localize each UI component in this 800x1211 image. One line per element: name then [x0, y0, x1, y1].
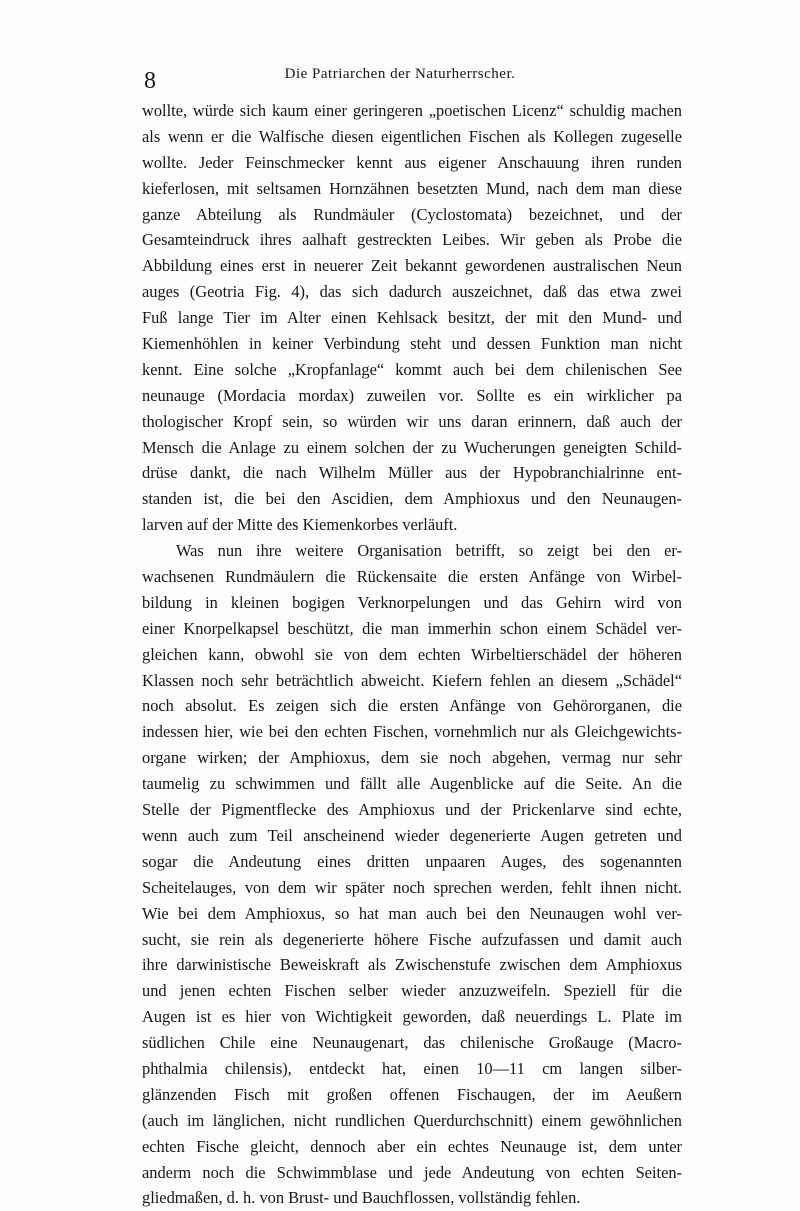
text-line: taumelig zu schwimmen und fällt alle Augenblicke auf die Seite. An die: [142, 774, 682, 794]
text-line: (auch im länglichen, nicht rundlichen Querdurchschnitt) einem gewöhnlichen: [142, 1110, 682, 1130]
text-line: Stelle der Pigmentflecke des Amphioxus und der Prickenlarve sind echte,: [142, 800, 682, 820]
text-line: kieferlosen, mit seltsamen Hornzähnen besetzten Mund, nach dem man diese: [142, 178, 682, 198]
text-line: neunauge (Mordacia mordax) zuweilen vor. Sollte es ein wirklicher pa: [142, 385, 682, 405]
paragraph-end-line: gliedmaßen, d. h. von Brust- und Bauchflossen, vollständig fehlen.: [142, 1188, 581, 1208]
text-line: südlichen Chile eine Neunaugenart, das chilenische Großauge (Macro-: [142, 1033, 682, 1053]
text-line: wenn auch zum Teil anscheinend wieder degenerierte Augen getreten und: [142, 825, 682, 845]
paragraph-start-line: Was nun ihre weitere Organisation betrifft, so zeigt bei den er-: [176, 541, 682, 561]
text-line: noch absolut. Es zeigen sich die ersten Anfänge von Gehörorganen, die: [142, 696, 682, 716]
running-title: Die Patriarchen der Naturherrscher.: [284, 66, 516, 82]
text-line: phthalmia chilensis), entdeckt hat, einen 10—11 cm langen silber-: [142, 1058, 682, 1078]
text-line: anderm noch die Schwimmblase und jede Andeutung von echten Seiten-: [142, 1162, 682, 1182]
text-line: als wenn er die Walfische diesen eigentlichen Fischen als Kollegen zugeselle: [142, 126, 682, 146]
text-line: einer Knorpelkapsel beschützt, die man immerhin schon einem Schädel ver-: [142, 618, 682, 638]
text-line: Mensch die Anlage zu einem solchen der zu Wucherungen geneigten Schild-: [142, 437, 682, 457]
paragraph-end-line: larven auf der Mitte des Kiemenkorbes verläuft.: [142, 515, 458, 535]
text-line: indessen hier, wie bei den echten Fischen, vornehmlich nur als Gleichgewichts-: [142, 722, 682, 742]
text-line: ihre darwinistische Beweiskraft als Zwischenstufe zwischen dem Amphioxus: [142, 955, 682, 975]
text-line: bildung in kleinen bogigen Verknorpelungen und das Gehirn wird von: [142, 592, 682, 612]
text-line: wollte, würde sich kaum einer geringeren „poetischen Licenz“ schuldig machen: [142, 101, 682, 120]
text-line: drüse dankt, die nach Wilhelm Müller aus der Hypobranchialrinne ent-: [142, 463, 682, 483]
text-line: wollte. Jeder Feinschmecker kennt aus eigener Anschauung ihren runden: [142, 152, 682, 172]
page-number: 8: [144, 68, 156, 94]
text-line: Scheitelauges, von dem wir später noch sprechen werden, fehlt ihnen nicht.: [142, 877, 682, 897]
text-line: glänzenden Fisch mit großen offenen Fischaugen, der im Aeußern: [142, 1084, 682, 1104]
text-line: sogar die Andeutung eines dritten unpaaren Auges, des sogenannten: [142, 851, 682, 871]
body-text: [142, 98, 682, 1211]
text-line: und jenen echten Fischen selber wieder anzuzweifeln. Speziell für die: [142, 981, 682, 1001]
text-line: Fuß lange Tier im Alter einen Kehlsack besitzt, der mit den Mund- und: [142, 308, 682, 328]
text-line: wachsenen Rundmäulern die Rückensaite die ersten Anfänge von Wirbel-: [142, 567, 682, 587]
text-line: kennt. Eine solche „Kropfanlage“ kommt auch bei dem chilenischen See: [142, 359, 682, 379]
text-line: Abbildung eines erst in neuerer Zeit bekannt gewordenen australischen Neun: [142, 256, 682, 276]
text-line: ganze Abteilung als Rundmäuler (Cyclostomata) bezeichnet, und der: [142, 204, 682, 224]
text-line: Augen ist es hier von Wichtigkeit geworden, daß neuerdings L. Plate im: [142, 1007, 682, 1027]
text-line: standen ist, die bei den Ascidien, dem Amphioxus und den Neunaugen-: [142, 489, 682, 509]
text-line: thologischer Kropf sein, so würden wir uns daran erinnern, daß auch der: [142, 411, 682, 431]
text-line: Gesamteindruck ihres aalhaft gestreckten Leibes. Wir geben als Probe die: [142, 230, 682, 250]
text-line: Wie bei dem Amphioxus, so hat man auch bei den Neunaugen wohl ver-: [142, 903, 682, 923]
text-line: echten Fische gleicht, dennoch aber ein echtes Neunauge ist, dem unter: [142, 1136, 682, 1156]
text-line: gleichen kann, obwohl sie von dem echten Wirbeltierschädel der höheren: [142, 644, 682, 664]
text-line: Klassen noch sehr beträchtlich abweicht. Kiefern fehlen an diesem „Schädel“: [142, 670, 682, 690]
text-line: organe wirken; der Amphioxus, dem sie noch abgehen, vermag nur sehr: [142, 748, 682, 768]
text-line: auges (Geotria Fig. 4), das sich dadurch auszeichnet, daß das etwa zwei: [142, 282, 682, 302]
text-line: sucht, sie rein als degenerierte höhere Fische aufzufassen und damit auch: [142, 929, 682, 949]
text-line: Kiemenhöhlen in keiner Verbindung steht und dessen Funktion man nicht: [142, 334, 682, 354]
